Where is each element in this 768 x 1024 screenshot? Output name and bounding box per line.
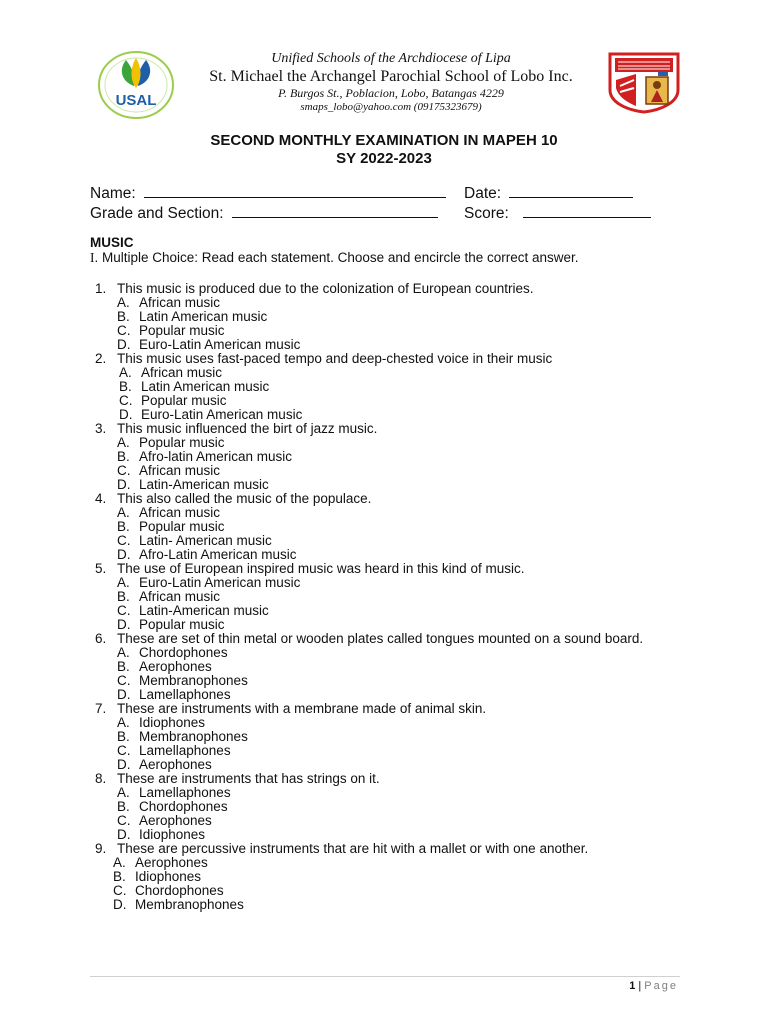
answer-option[interactable] [117, 464, 680, 478]
option-letter: A. [117, 645, 130, 660]
option-letter: A. [117, 505, 130, 520]
answer-option[interactable] [117, 744, 680, 758]
option-text: Idiophones [139, 715, 206, 730]
instructions [90, 250, 579, 266]
answer-options [117, 436, 680, 492]
school-year: SY 2022-2023 [336, 150, 432, 167]
option-text: Membranophones [135, 897, 244, 912]
answer-options [119, 366, 680, 422]
option-letter: C. [117, 743, 131, 758]
answer-option[interactable] [117, 814, 680, 828]
option-letter: A. [117, 575, 130, 590]
option-letter: B. [117, 589, 130, 604]
score-field [464, 203, 651, 223]
question-item [90, 352, 680, 422]
option-letter: A. [117, 715, 130, 730]
option-text: Aerophones [135, 855, 208, 870]
answer-option[interactable] [117, 646, 680, 660]
option-letter: D. [117, 337, 131, 352]
option-text: Latin American music [139, 309, 268, 324]
question-number: 1. [95, 281, 107, 296]
option-text: Latin-American music [139, 477, 269, 492]
question-text: This also called the music of the populace. [117, 491, 372, 506]
option-letter: B. [119, 379, 132, 394]
page-footer [629, 980, 678, 992]
instruction-text: . Multiple Choice: Read each statement. Choose and encircle the correct answer. [94, 250, 579, 265]
question-text: These are percussive instruments that are hit with a mallet or with one another. [117, 841, 589, 856]
answer-option[interactable] [117, 590, 680, 604]
date-field [464, 183, 633, 203]
option-text: Lamellaphones [139, 785, 231, 800]
option-text: Afro-latin American music [139, 449, 293, 464]
option-text: African music [139, 463, 221, 478]
question-item [90, 282, 680, 352]
option-text: Euro-Latin American music [139, 575, 301, 590]
option-text: African music [141, 365, 223, 380]
option-text: Membranophones [139, 673, 248, 688]
answer-option[interactable] [117, 660, 680, 674]
answer-options [117, 786, 680, 842]
question-text: This music uses fast-paced tempo and deep-chested voice in their music [117, 351, 553, 366]
option-text: Popular music [139, 323, 225, 338]
answer-option[interactable] [117, 324, 680, 338]
option-letter: B. [117, 309, 130, 324]
date-blank[interactable] [509, 183, 633, 198]
name-field [90, 183, 446, 203]
answer-options [117, 576, 680, 632]
option-text: Euro-Latin American music [141, 407, 303, 422]
option-letter: D. [119, 407, 133, 422]
option-letter: C. [117, 603, 131, 618]
answer-option[interactable] [117, 800, 680, 814]
answer-options [117, 296, 680, 352]
answer-options [117, 506, 680, 562]
question-item [90, 632, 680, 702]
answer-option[interactable] [119, 408, 680, 422]
option-text: Chordophones [139, 645, 228, 660]
question-item [90, 422, 680, 492]
answer-option[interactable] [117, 716, 680, 730]
score-label: Score: [464, 205, 509, 222]
answer-option[interactable] [117, 520, 680, 534]
option-letter: B. [117, 449, 130, 464]
question-number: 4. [95, 491, 107, 506]
answer-option[interactable] [117, 786, 680, 800]
answer-option[interactable] [117, 534, 680, 548]
answer-option[interactable] [117, 604, 680, 618]
answer-options [113, 856, 680, 912]
answer-option[interactable] [117, 730, 680, 744]
question-item [90, 772, 680, 842]
answer-option[interactable] [113, 856, 680, 870]
option-text: Latin-American music [139, 603, 269, 618]
name-label: Name: [90, 185, 136, 202]
answer-option[interactable] [119, 366, 680, 380]
option-text: Popular music [139, 617, 225, 632]
question-text: These are set of thin metal or wooden plates called tongues mounted on a sound board. [117, 631, 644, 646]
answer-options [117, 716, 680, 772]
option-text: Euro-Latin American music [139, 337, 301, 352]
school-seal-logo [606, 50, 682, 114]
question-number: 8. [95, 771, 107, 786]
option-letter: C. [113, 883, 127, 898]
answer-option[interactable] [117, 436, 680, 450]
option-letter: A. [119, 365, 132, 380]
answer-options [117, 646, 680, 702]
option-text: Aerophones [139, 757, 212, 772]
answer-option[interactable] [117, 310, 680, 324]
question-list [90, 282, 680, 912]
option-text: African music [139, 589, 221, 604]
page-separator: | [638, 980, 642, 992]
answer-option[interactable] [117, 450, 680, 464]
exam-title: SECOND MONTHLY EXAMINATION IN MAPEH 10 [210, 132, 558, 149]
option-letter: C. [117, 533, 131, 548]
option-text: Afro-Latin American music [139, 547, 297, 562]
date-label: Date: [464, 185, 502, 202]
option-text: Idiophones [139, 827, 206, 842]
option-text: Chordophones [135, 883, 224, 898]
question-text: This music influenced the birt of jazz music. [117, 421, 378, 436]
school-address: P. Burgos St., Poblacion, Lobo, Batangas 4229 [278, 86, 504, 100]
option-letter: C. [119, 393, 133, 408]
answer-option[interactable] [113, 898, 680, 912]
option-text: Popular music [141, 393, 227, 408]
option-letter: A. [117, 295, 130, 310]
option-letter: C. [117, 463, 131, 478]
option-text: Popular music [139, 435, 225, 450]
option-letter: A. [113, 855, 126, 870]
option-letter: D. [117, 757, 131, 772]
option-letter: B. [117, 799, 130, 814]
option-letter: D. [117, 687, 131, 702]
question-number: 9. [95, 841, 107, 856]
option-text: Lamellaphones [139, 687, 231, 702]
archdiocese-line: Unified Schools of the Archdiocese of Lipa [271, 51, 511, 66]
question-item [90, 842, 680, 912]
option-text: Popular music [139, 519, 225, 534]
option-letter: D. [117, 547, 131, 562]
option-letter: B. [117, 519, 130, 534]
name-blank[interactable] [144, 183, 446, 198]
school-header [176, 50, 606, 114]
option-letter: B. [117, 659, 130, 674]
instruction-roman: I [90, 250, 95, 265]
question-text: The use of European inspired music was heard in this kind of music. [117, 561, 525, 576]
question-number: 3. [95, 421, 107, 436]
question-text: These are instruments that has strings on it. [117, 771, 380, 786]
option-text: Idiophones [135, 869, 202, 884]
answer-option[interactable] [119, 380, 680, 394]
option-letter: A. [117, 785, 130, 800]
question-item [90, 492, 680, 562]
page-label: Page [644, 980, 678, 992]
option-text: Membranophones [139, 729, 248, 744]
answer-option[interactable] [117, 506, 680, 520]
answer-option[interactable] [117, 548, 680, 562]
option-text: Chordophones [139, 799, 228, 814]
score-blank[interactable] [523, 203, 651, 218]
question-number: 7. [95, 701, 107, 716]
footer-divider [90, 976, 680, 977]
question-number: 5. [95, 561, 107, 576]
option-letter: D. [113, 897, 127, 912]
grade-section-label: Grade and Section: [90, 205, 224, 222]
answer-option[interactable] [117, 828, 680, 842]
answer-option[interactable] [113, 870, 680, 884]
option-text: Latin American music [141, 379, 270, 394]
option-text: African music [139, 295, 221, 310]
answer-option[interactable] [117, 618, 680, 632]
option-letter: B. [117, 729, 130, 744]
usal-logo [96, 50, 176, 120]
answer-option[interactable] [117, 338, 680, 352]
option-text: Aerophones [139, 813, 212, 828]
question-item [90, 702, 680, 772]
option-text: Aerophones [139, 659, 212, 674]
answer-option[interactable] [119, 394, 680, 408]
question-number: 6. [95, 631, 107, 646]
option-letter: C. [117, 673, 131, 688]
answer-option[interactable] [117, 688, 680, 702]
grade-section-field [90, 203, 438, 223]
option-text: African music [139, 505, 221, 520]
question-text: These are instruments with a membrane made of animal skin. [117, 701, 487, 716]
question-text: This music is produced due to the colonization of European countries. [117, 281, 534, 296]
answer-option[interactable] [113, 884, 680, 898]
answer-option[interactable] [117, 478, 680, 492]
option-text: Lamellaphones [139, 743, 231, 758]
option-letter: D. [117, 617, 131, 632]
grade-section-blank[interactable] [232, 203, 438, 218]
section-title: MUSIC [90, 235, 134, 250]
option-letter: D. [117, 827, 131, 842]
answer-option[interactable] [117, 758, 680, 772]
answer-option[interactable] [117, 576, 680, 590]
option-letter: A. [117, 435, 130, 450]
question-number: 2. [95, 351, 107, 366]
school-contact: smaps_lobo@yahoo.com (09175323679) [300, 101, 482, 113]
option-letter: C. [117, 813, 131, 828]
option-letter: C. [117, 323, 131, 338]
usal-logo-text: USAL [115, 92, 157, 109]
page-number: 1 [629, 980, 636, 992]
question-item [90, 562, 680, 632]
answer-option[interactable] [117, 674, 680, 688]
option-letter: D. [117, 477, 131, 492]
option-text: Latin- American music [139, 533, 272, 548]
answer-option[interactable] [117, 296, 680, 310]
school-name: St. Michael the Archangel Parochial School of Lobo Inc. [209, 68, 573, 85]
option-letter: B. [113, 869, 126, 884]
